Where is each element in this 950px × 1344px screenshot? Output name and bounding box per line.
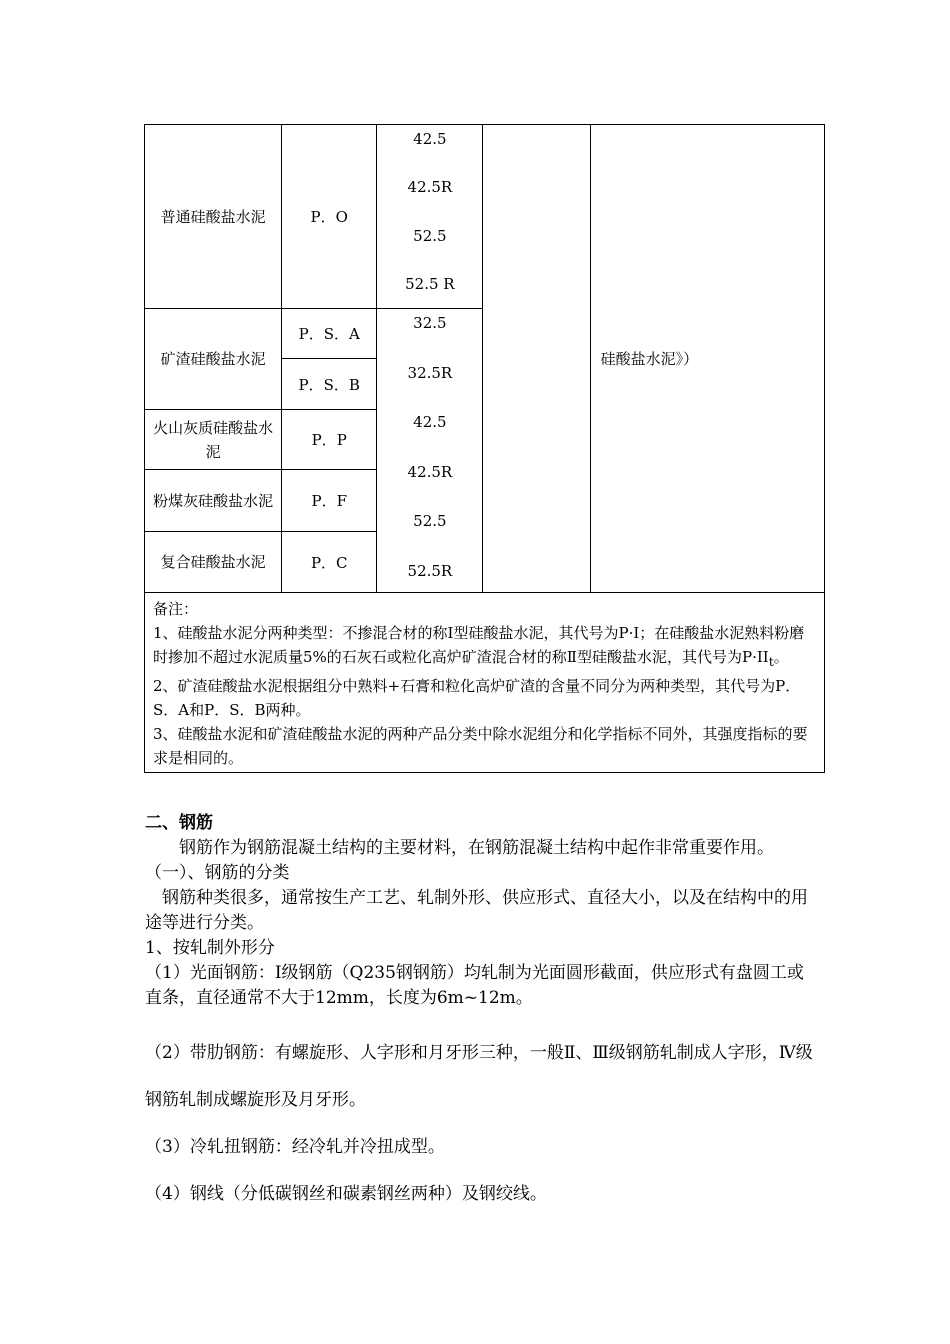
note-item bbox=[153, 621, 816, 674]
cement-name: 粉煤灰硅酸盐水泥 bbox=[153, 491, 274, 510]
grades-bottom-cell bbox=[377, 309, 483, 593]
paragraph: （3）冷轧扭钢筋：经冷轧并冷扭成型。 bbox=[145, 1137, 445, 1157]
cement-name: 普通硅酸盐水泥 bbox=[160, 207, 266, 226]
grade-value: 52.5 bbox=[413, 226, 447, 245]
empty-column-cell bbox=[483, 125, 590, 593]
cement-name-cell bbox=[145, 125, 282, 309]
cement-code-cell bbox=[282, 532, 377, 593]
cement-name-cell bbox=[145, 410, 282, 470]
cement-code: P．F bbox=[311, 492, 347, 510]
steel-types bbox=[145, 1030, 815, 1218]
grade-value: 42.5 bbox=[413, 413, 447, 432]
cement-code-cell bbox=[282, 410, 377, 470]
cement-code: P．O bbox=[310, 208, 348, 226]
cement-name-cell bbox=[145, 532, 282, 593]
cement-code: P．S．B bbox=[298, 375, 360, 394]
section-title: 二、钢筋 bbox=[145, 813, 213, 833]
note-heading: 备注： bbox=[153, 600, 199, 618]
remark-cell bbox=[590, 125, 824, 593]
grade-value: 32.5 bbox=[413, 314, 447, 332]
grade-value: 52.5 R bbox=[405, 274, 455, 293]
grade-value: 52.5R bbox=[407, 561, 453, 580]
notes-cell bbox=[145, 593, 825, 773]
note-text: 1、硅酸盐水泥分两种类型：不掺混合材的称Ⅰ型硅酸盐水泥，其代号为P·I；在硅酸盐水泥熟料粉磨时掺加不超过水泥质量5%的石灰石或粒化高炉矿渣混合材的称Ⅱ型硅酸盐水泥，其代号为P·II bbox=[153, 624, 805, 666]
cement-name: 复合硅酸盐水泥 bbox=[160, 553, 266, 571]
grade-value: 42.5R bbox=[407, 178, 453, 197]
remark-text: 硅酸盐水泥》） bbox=[600, 350, 699, 368]
cement-name: 火山灰质硅酸盐水泥 bbox=[153, 418, 274, 461]
steel-section bbox=[145, 811, 815, 1011]
cement-name-cell bbox=[145, 470, 282, 532]
cement-code-cell bbox=[282, 309, 377, 359]
note-item: 2、矿渣硅酸盐水泥根据组分中熟料+石膏和粒化高炉矿渣的含量不同分为两种类型，其代号为P．S．A和P．S．B两种。 bbox=[153, 677, 801, 719]
grade-value: 42.5R bbox=[407, 462, 453, 481]
grade-value: 32.5R bbox=[407, 363, 453, 382]
paragraph: （4）钢线（分低碳钢丝和碳素钢丝两种）及钢绞线。 bbox=[145, 1184, 547, 1204]
cement-code: P．C bbox=[310, 553, 348, 572]
grade-value: 42.5 bbox=[413, 130, 447, 148]
cement-code: P．S．A bbox=[298, 325, 360, 343]
cement-code-cell bbox=[282, 359, 377, 410]
cement-code: P．P bbox=[311, 431, 347, 449]
grade-value: 52.5 bbox=[413, 512, 447, 531]
cement-name: 矿渣硅酸盐水泥 bbox=[160, 350, 266, 368]
grades-top-cell bbox=[377, 125, 483, 309]
subsection-title: （一）、钢筋的分类 bbox=[145, 863, 290, 883]
note-end: 。 bbox=[773, 648, 789, 666]
section-intro: 钢筋作为钢筋混凝土结构的主要材料，在钢筋混凝土结构中起作非常重要作用。 bbox=[179, 838, 774, 858]
cement-code-cell bbox=[282, 125, 377, 309]
cement-code-cell bbox=[282, 470, 377, 532]
cement-table bbox=[144, 124, 825, 773]
note-subscript: t bbox=[768, 654, 774, 669]
paragraph: （1）光面钢筋：I级钢筋（Q235钢钢筋）均轧制为光面圆形截面，供应形式有盘圆工或直条，直径通常不大于12mm，长度为6m~12m。 bbox=[145, 963, 804, 1008]
paragraph: （2）带肋钢筋：有螺旋形、人字形和月牙形三种，一般Ⅱ、Ⅲ级钢筋轧制成人字形，Ⅳ级钢筋轧制成螺旋形及月牙形。 bbox=[145, 1043, 813, 1110]
item-heading: 1、按轧制外形分 bbox=[145, 938, 275, 958]
note-item: 3、硅酸盐水泥和矿渣硅酸盐水泥的两种产品分类中除水泥组分和化学指标不同外，其强度指标的要求是相同的。 bbox=[153, 725, 808, 767]
cement-name-cell bbox=[145, 309, 282, 410]
subsection-text: 钢筋种类很多，通常按生产工艺、轧制外形、供应形式、直径大小，以及在结构中的用途等进行分类。 bbox=[145, 888, 808, 933]
